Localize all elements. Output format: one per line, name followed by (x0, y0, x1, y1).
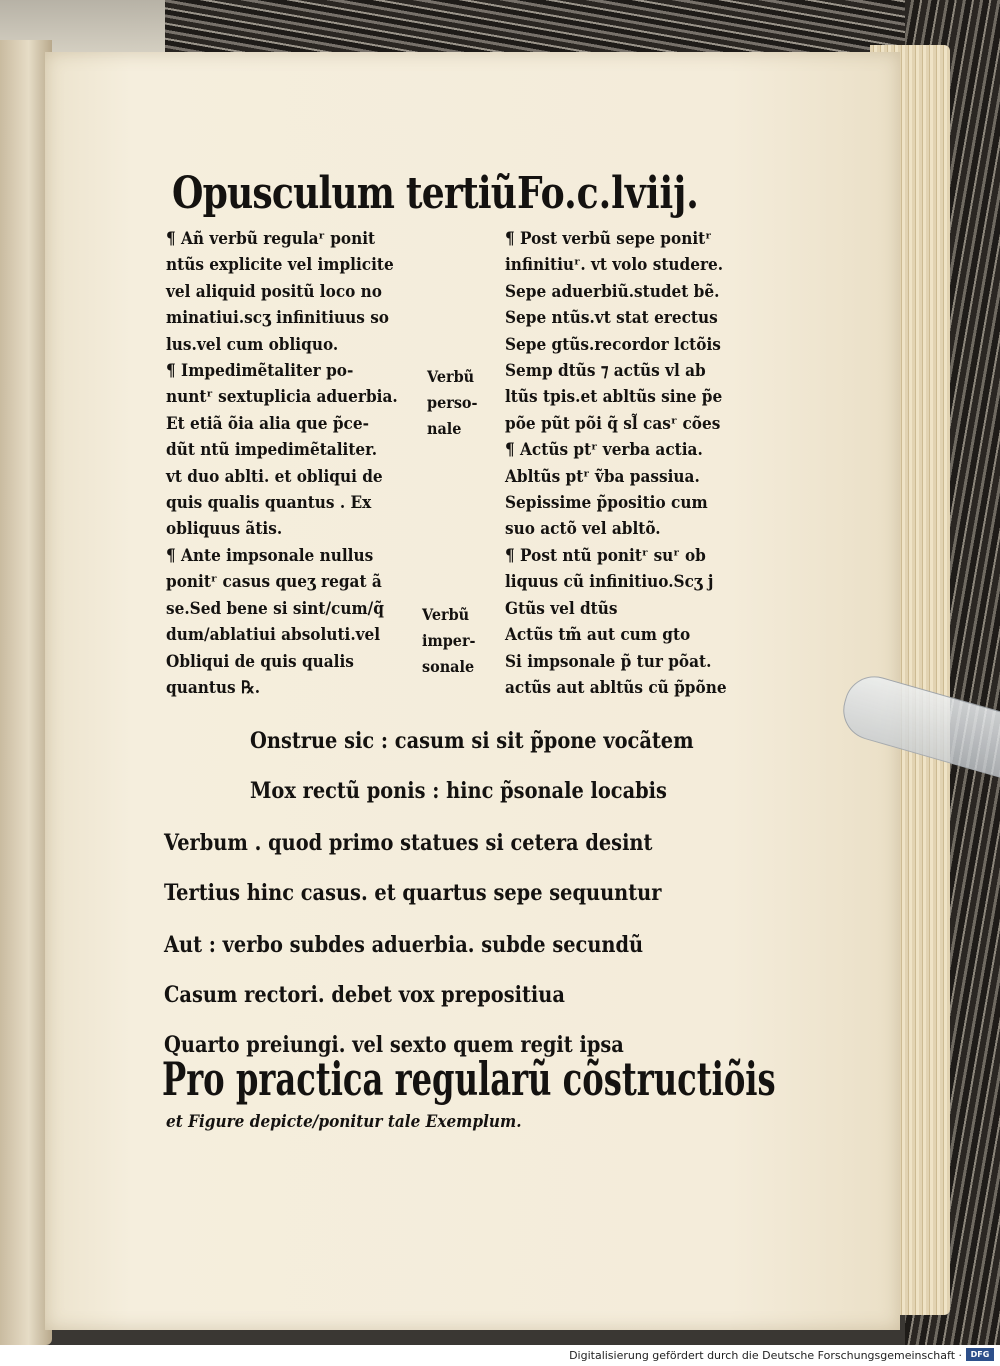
margin-note-verbum-personale (427, 364, 483, 442)
running-title: Opusculum tertiũ (172, 168, 517, 219)
verse-line: Verbum . quod primo statues si cetera desint (164, 830, 653, 856)
verse-line: Mox rectũ ponis : hinc p̃sonale locabis (250, 778, 667, 804)
text-line: Abltũs ptʳ ṽba passiua. (505, 466, 700, 487)
text-line: ¶ Post verbũ sepe ponitʳ (505, 229, 712, 249)
dfg-logo: DFG (966, 1348, 994, 1361)
text-line: lus.vel cum obliquo. (166, 334, 339, 355)
text-line: suo actõ vel abltõ. (505, 519, 661, 540)
text-line: põe pũt põi q̃ sl̃ casʳ cões (505, 413, 721, 434)
text-line: ¶ Actũs ptʳ verba actia. (505, 440, 703, 461)
text-line: ¶ Ante impsonale nullus (166, 545, 374, 566)
margin-note-line: Verbũ (427, 367, 475, 386)
section-subtitle: et Figure depicte/ponitur tale Exemplum. (166, 1112, 522, 1132)
left-text-column (166, 226, 423, 701)
margin-note-line: nale (427, 419, 462, 438)
folio-number: Fo.c.lviij. (517, 168, 699, 219)
text-line: ¶ Post ntũ ponitʳ suʳ ob (505, 545, 706, 566)
text-line: Sepissime p̃positio cum (505, 493, 708, 514)
text-line: Semp dtũs ⁊ actũs vl ab (505, 361, 706, 382)
text-line: Actũs tm̃ aut cum gto (505, 625, 691, 646)
text-line: quis qualis quantus . Ex (166, 493, 372, 514)
text-line: vel aliquid positũ loco no (166, 281, 383, 302)
text-line: infinitiuʳ. vt volo studere. (505, 255, 724, 276)
text-line: vt duo ablti. et obliqui de (166, 466, 383, 487)
text-line: Obliqui de quis qualis (166, 651, 354, 672)
text-line: liquus cũ infinitiuo.Scʒ j (505, 572, 714, 593)
verse-line: Aut : verbo subdes aduerbia. subde secundũ (164, 932, 644, 958)
right-text-column (505, 226, 751, 701)
text-line: se.Sed bene si sint/cum/q̃ (166, 598, 384, 619)
text-line: ¶ Añ verbũ regulaʳ ponit (166, 229, 376, 249)
margin-note-line: sonale (422, 657, 475, 676)
margin-note-verbum-impersonale (422, 602, 481, 680)
text-line: dũt ntũ impedimẽtaliter. (166, 440, 378, 461)
verse-line: Quarto preiungi. vel sexto quem regit ipsa (164, 1032, 624, 1058)
funding-credit: Digitalisierung gefördert durch die Deutsche Forschungsgemeinschaft · (569, 1349, 962, 1362)
text-line: ponitʳ casus queʒ regat ã (166, 572, 382, 593)
text-line: Sepe gtũs.recordor lctõis (505, 334, 721, 355)
margin-note-line: perso‑ (427, 393, 478, 412)
section-title: Pro practica regularũ cõstructiõis (162, 1052, 776, 1106)
text-line: actũs aut abltũs cũ p̃põne (505, 677, 727, 698)
text-line: quantus ℞. (166, 677, 261, 698)
text-line: Si impsonale p̃ tur põat. (505, 651, 712, 672)
text-line: ltũs tpis.et abltũs sine p̃e (505, 387, 723, 408)
text-line: Sepe aduerbiũ.studet bẽ. (505, 281, 720, 302)
text-line: ¶ Impedimẽtaliter po‑ (166, 361, 354, 382)
text-line: Gtũs vel dtũs (505, 598, 618, 619)
margin-note-line: Verbũ (422, 605, 470, 624)
verse-line: Onstrue sic : casum si sit p̃pone vocãtem (250, 728, 694, 754)
margin-note-line: imper‑ (422, 631, 476, 650)
verse-line: Casum rectori. debet vox prepositiua (164, 982, 565, 1008)
text-line: nuntʳ sextuplicia aduerbia. (166, 387, 398, 408)
text-line: Sepe ntũs.vt stat erectus (505, 308, 718, 329)
text-line: Et etiã õia alia que p̃ce‑ (166, 413, 369, 434)
text-line: dum/ablatiui absoluti.vel (166, 625, 381, 646)
text-line: minatiui.scʒ infinitiuus so (166, 308, 390, 329)
verse-line: Tertius hinc casus. et quartus sepe sequuntur (164, 880, 662, 906)
text-line: obliquus ãtis. (166, 519, 283, 540)
text-line: ntũs explicite vel implicite (166, 255, 394, 276)
